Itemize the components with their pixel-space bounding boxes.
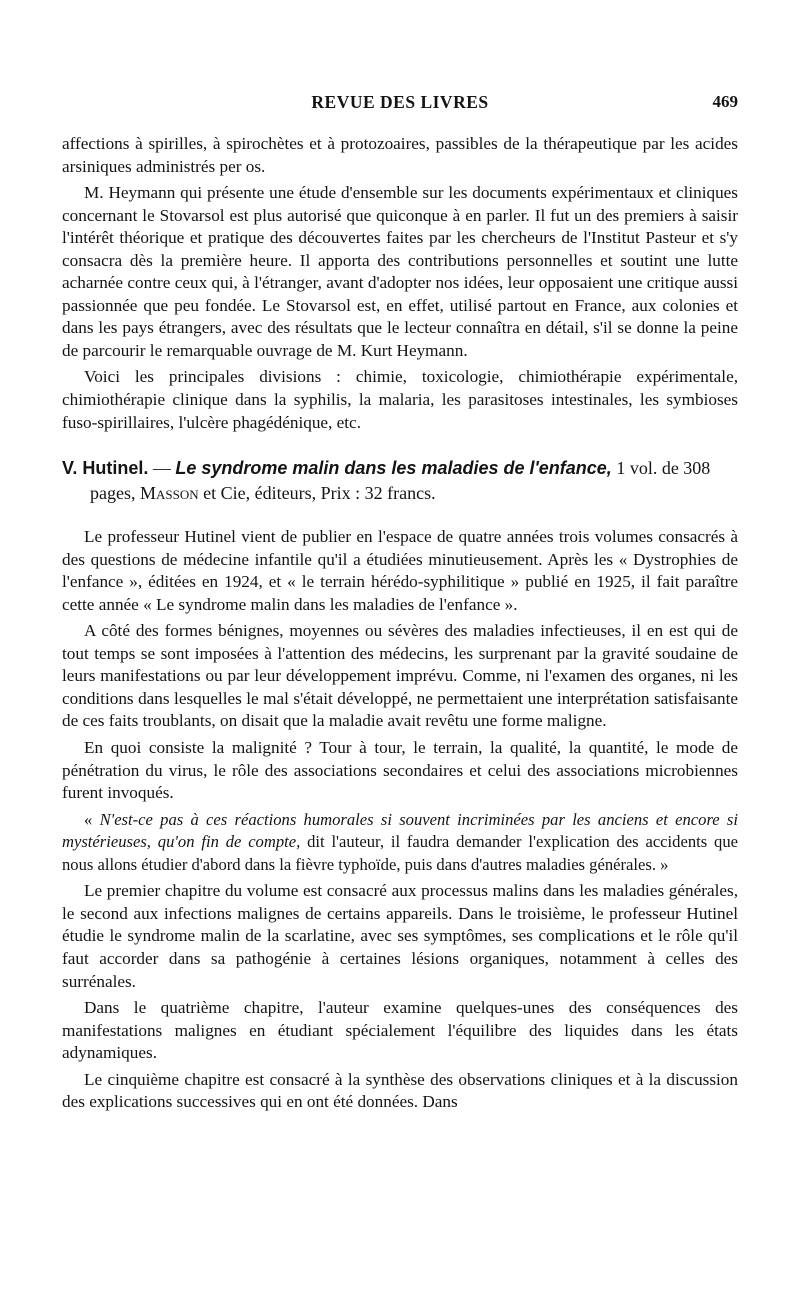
- review-paragraph-1: Le professeur Hutinel vient de publier en l'espace de quatre années trois volumes consacrés à des questions de médecine infantile qu'il a étudiées minutieusement. Après les « Dystrophies de l'enfance », éditées en 1924, et « le terrain hérédo-syphilitique » publié en 1925, il fait paraître cette année « Le syndrome malin dans les maladies de l'enfance ».: [62, 527, 738, 614]
- divisions-paragraph: Voici les principales divisions : chimie, toxicologie, chimiothérapie expérimentale, chimiothérapie clinique dans la syphilis, la malaria, les parasitoses intestinales, les symbioses fuso-spirillaires, l'ulcère phagédénique, etc.: [62, 367, 738, 432]
- pub-start: 1 vol. de 308 pages,: [90, 458, 711, 504]
- running-title: REVUE DES LIVRES: [311, 92, 489, 112]
- heading-dash: —: [148, 458, 176, 479]
- review-heading: [62, 456, 738, 506]
- quote-rest: dit l'auteur, il faudra demander l'explication des accidents que nous allons étudier d'abord dans la fièvre typhoïde, puis dans d'autres maladies générales. »: [62, 832, 738, 874]
- publisher-name: Masson: [139, 483, 199, 504]
- review-paragraph-6: Dans le quatrième chapitre, l'auteur examine quelques-unes des conséquences des manifestations malignes en étudiant spécialement l'équilibre des liquides dans les états adynamiques.: [62, 998, 738, 1063]
- running-head: [62, 92, 738, 116]
- quote-open: «: [84, 809, 100, 829]
- review-paragraph-2: A côté des formes bénignes, moyennes ou sévères des maladies infectieuses, il en est qui de tout temps se sont imposées à l'attention des médecins, les surprenant par la gravité soudaine de leurs manifestations ou par leur développement imprévu. Comme, ni l'examen des organes, ni les conditions dans lesquelles le mal s'était développé, ne permettaient une interprétation satisfaisante de ces faits troublants, on disait que la maladie avait revêtu une forme maligne.: [62, 621, 738, 731]
- review-quote-paragraph: [62, 809, 738, 877]
- review-author: V. Hutinel.: [62, 458, 149, 479]
- review-paragraph-3: En quoi consiste la malignité ? Tour à tour, le terrain, la qualité, la quantité, le mode de pénétration du virus, le rôle des associations secondaires et celui des associations microbiennes furent invoqués.: [62, 738, 738, 803]
- quote-italic: N'est-ce pas à ces réactions humorales si souvent incriminées par les anciens et encore si mystérieuses, qu'on fin de compte,: [62, 809, 738, 852]
- review-paragraph-5: Le premier chapitre du volume est consacré aux processus malins dans les maladies générales, le second aux infections malignes de certains appareils. Dans le troisième, le professeur Hutinel étudie le syndrome malin de la scarlatine, avec ses symptômes, ses complications et le rôle qu'il faut accorder dans sa pathogénie à certaines lésions organiques, notamment à celles des surrénales.: [62, 881, 738, 991]
- body-text: [62, 133, 738, 1118]
- review-title: Le syndrome malin dans les maladies de l'enfance,: [175, 458, 612, 479]
- heymann-paragraph: M. Heymann qui présente une étude d'ensemble sur les documents expérimentaux et cliniques concernant le Stovarsol est plus autorisé que quiconque à en parler. Il fut un des premiers à saisir l'intérêt théorique et pratique des découvertes faites par les chercheurs de l'Institut Pasteur et s'y consacra dès la première heure. Il apporta des contributions personnelles et soutint une lutte acharnée contre ceux qui, à l'étranger, avant d'adopter nos idées, leur opposaient une critique aussi passionnée que peu fondée. Le Stovarsol est, en effet, utilisé partout en France, aux colonies et dans les pays étrangers, avec des résultats que le lecteur connaîtra en détail, s'il se donne la peine de parcourir le remarquable ouvrage de M. Kurt Heymann.: [62, 183, 738, 360]
- continuation-paragraph: affections à spirilles, à spirochètes et à protozoaires, passibles de la thérapeutique par les acides arsiniques administrés per os.: [62, 134, 738, 176]
- review-paragraph-7: Le cinquième chapitre est consacré à la synthèse des observations cliniques et à la discussion des explications successives qui en ont été données. Dans: [62, 1069, 738, 1112]
- page-number: 469: [712, 92, 738, 111]
- pub-end: et Cie, éditeurs, Prix : 32 francs.: [198, 483, 436, 504]
